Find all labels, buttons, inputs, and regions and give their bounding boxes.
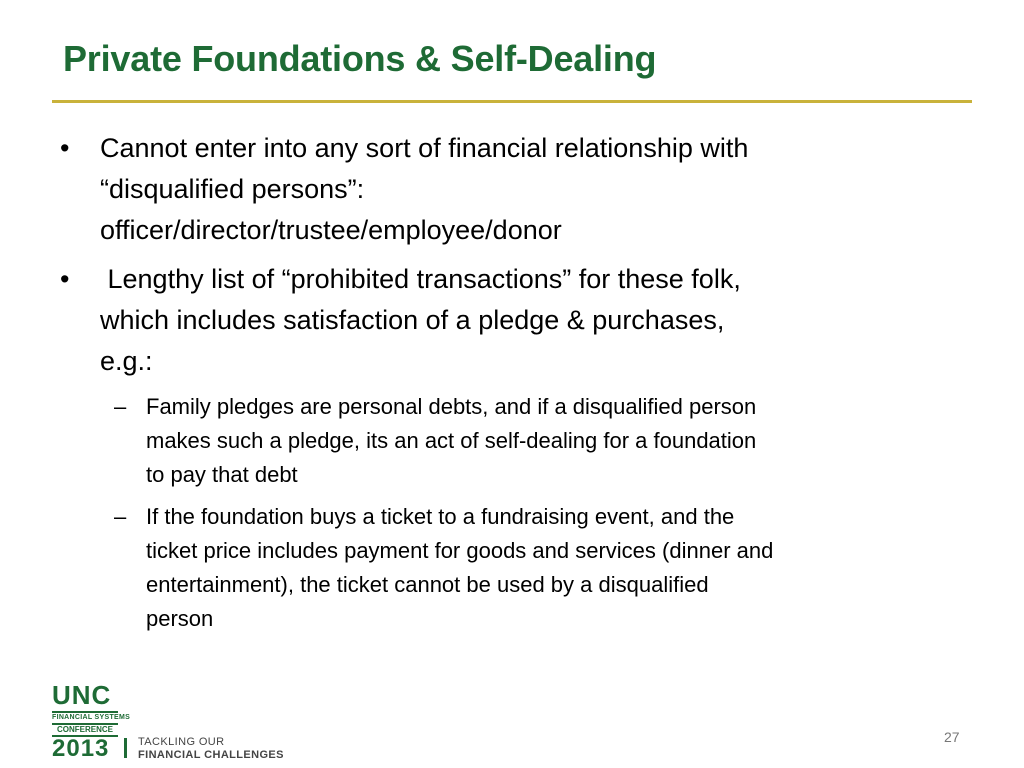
sub-bullet-item bbox=[56, 390, 976, 492]
logo-unc-text: UNC bbox=[52, 680, 112, 710]
sub-bullet-line: Family pledges are personal debts, and if a disqualified person bbox=[146, 394, 757, 419]
conference-logo bbox=[52, 680, 292, 762]
sub-bullet-list bbox=[56, 390, 976, 636]
logo-divider bbox=[52, 711, 118, 713]
sub-bullet-line: to pay that debt bbox=[146, 462, 298, 487]
slide-body bbox=[56, 128, 976, 644]
dash-mark: – bbox=[114, 504, 127, 529]
logo-tagline-1: TACKLING OUR bbox=[138, 736, 225, 748]
sub-bullet-line: makes such a pledge, its an act of self-dealing for a foundation bbox=[146, 428, 757, 453]
logo-conference: CONFERENCE bbox=[52, 723, 118, 737]
bullet-item bbox=[56, 128, 976, 251]
sub-bullet-line: person bbox=[146, 606, 214, 631]
sub-bullet-line: entertainment), the ticket cannot be used by a disqualified bbox=[146, 572, 709, 597]
bullet-line: e.g.: bbox=[100, 346, 153, 376]
bullet-line: “disqualified persons”: bbox=[100, 174, 365, 204]
sub-bullet-line: If the foundation buys a ticket to a fundraising event, and the bbox=[146, 504, 735, 529]
dash-mark: – bbox=[114, 394, 127, 419]
title-divider bbox=[52, 100, 972, 103]
bullet-mark: • bbox=[60, 133, 70, 163]
bullet-item bbox=[56, 259, 976, 382]
logo-separator bbox=[124, 738, 127, 758]
bullet-line: Cannot enter into any sort of financial relationship with bbox=[100, 133, 749, 163]
sub-bullet-item bbox=[56, 500, 976, 636]
logo-subtitle: FINANCIAL SYSTEMS bbox=[52, 714, 131, 721]
logo-year: 2013 bbox=[52, 735, 110, 762]
page-number: 27 bbox=[944, 729, 960, 745]
bullet-line: officer/director/trustee/employee/donor bbox=[100, 215, 562, 245]
logo-tagline-2: FINANCIAL CHALLENGES bbox=[138, 749, 284, 761]
slide-title: Private Foundations & Self-Dealing bbox=[63, 38, 657, 79]
bullet-mark: • bbox=[60, 264, 70, 294]
bullet-line: Lengthy list of “prohibited transactions” for these folk, bbox=[100, 264, 741, 294]
sub-bullet-line: ticket price includes payment for goods and services (dinner and bbox=[146, 538, 774, 563]
bullet-line: which includes satisfaction of a pledge & purchases, bbox=[100, 305, 725, 335]
